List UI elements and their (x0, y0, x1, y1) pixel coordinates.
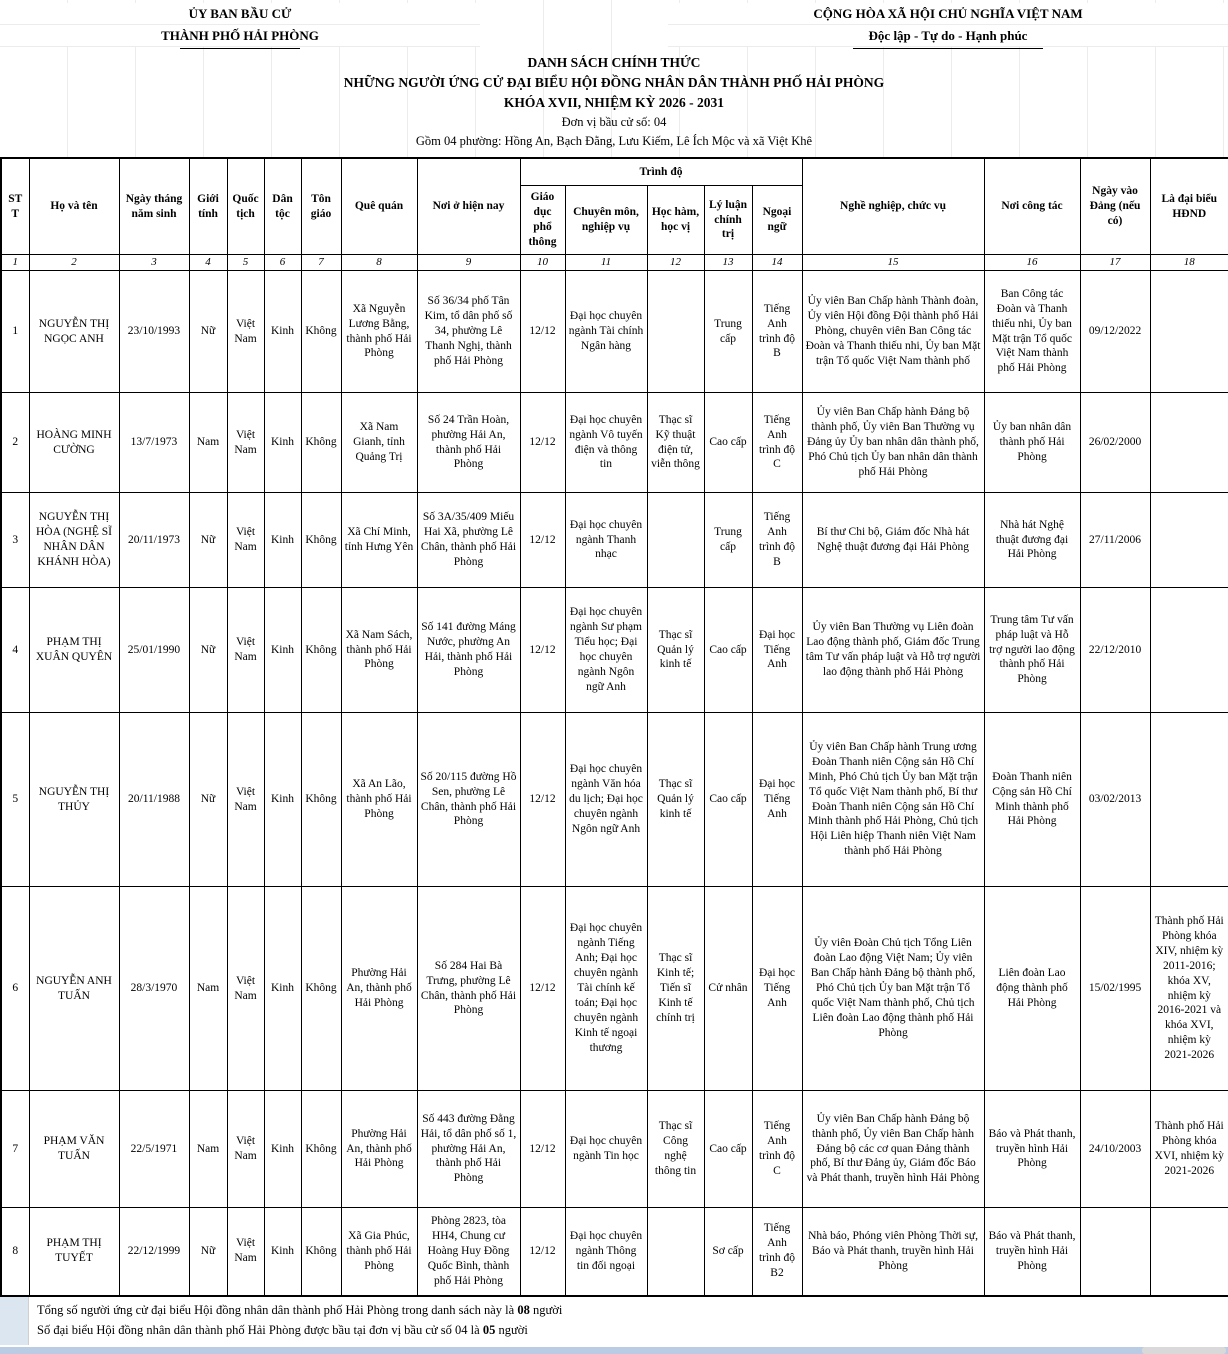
table-cell: 13/7/1973 (119, 393, 189, 493)
col-header-stt: STT (1, 158, 29, 255)
table-cell: 27/11/2006 (1080, 493, 1150, 588)
table-cell: Phường Hải An, thành phố Hải Phòng (341, 887, 417, 1091)
col-header-gioi-tinh: Giới tính (189, 158, 227, 255)
table-cell: Việt Nam (227, 713, 264, 887)
table-cell (1150, 393, 1228, 493)
table-cell: Kinh (264, 493, 301, 588)
table-cell: Ủy viên Ban Chấp hành Đảng bộ thành phố, Ủy viên Ban Thường vụ Đảng ủy Ủy ban nhân dân thành phố, Phó Chủ tịch Ủy ban nhân dân thành phố Hải Phòng (802, 393, 984, 493)
table-cell: Đại học chuyên ngành Thanh nhạc (565, 493, 647, 588)
table-cell: Kinh (264, 588, 301, 713)
table-cell: NGUYỄN ANH TUẤN (29, 887, 119, 1091)
table-cell: 12/12 (520, 713, 565, 887)
table-cell: Việt Nam (227, 393, 264, 493)
document-header-area (0, 0, 1228, 157)
table-cell: Đại học chuyên ngành Tài chính Ngân hàng (565, 271, 647, 393)
col-number: 17 (1080, 255, 1150, 271)
table-cell: Nữ (189, 588, 227, 713)
national-header-block (668, 0, 1228, 49)
header-row-group (1, 158, 1228, 186)
table-cell: Số 24 Trần Hoàn, phường Hải An, thành phố Hải Phòng (417, 393, 520, 493)
summary-line2-count: 05 (482, 1322, 496, 1337)
table-cell: Ủy viên Ban Chấp hành Thành đoàn, Ủy viên Hội đồng Đội thành phố Hải Phòng, chuyên viên Ban Công tác Đoàn và Thanh thiếu nhi, Ủy ban Mặt trận Tổ quốc Việt Nam thành phố (802, 271, 984, 393)
table-cell: Cao cấp (704, 1091, 752, 1208)
col-number: 13 (704, 255, 752, 271)
table-cell: Không (301, 713, 341, 887)
col-header-ho-va-ten: Họ và tên (29, 158, 119, 255)
table-row (1, 887, 1228, 1091)
col-header-dai-bieu-hdnd: Là đại biểu HĐND (1150, 158, 1228, 255)
table-cell: Nữ (189, 271, 227, 393)
table-cell: 6 (1, 887, 29, 1091)
summary-lines (29, 1297, 1228, 1345)
table-cell (1150, 1208, 1228, 1296)
table-cell: 22/12/1999 (119, 1208, 189, 1296)
table-cell: Xã An Lão, thành phố Hải Phòng (341, 713, 417, 887)
table-cell: 12/12 (520, 887, 565, 1091)
table-cell: Đại học chuyên ngành Thông tin đối ngoại (565, 1208, 647, 1296)
table-cell: Không (301, 588, 341, 713)
table-cell: 4 (1, 588, 29, 713)
table-cell: Ủy ban nhân dân thành phố Hải Phòng (984, 393, 1080, 493)
issuing-authority-city: THÀNH PHỐ HẢI PHÒNG (0, 25, 480, 47)
table-cell: Báo và Phát thanh, truyền hình Hải Phòng (984, 1091, 1080, 1208)
table-cell: Kinh (264, 1208, 301, 1296)
table-cell: 20/11/1988 (119, 713, 189, 887)
table-cell: Không (301, 493, 341, 588)
summary-line-total-candidates (37, 1300, 1222, 1320)
table-cell: 26/02/2000 (1080, 393, 1150, 493)
col-header-que-quan: Quê quán (341, 158, 417, 255)
table-cell: Việt Nam (227, 588, 264, 713)
table-cell: Thạc sĩ Quản lý kinh tế (647, 588, 704, 713)
title-line-3: KHÓA XVII, NHIỆM KỲ 2026 - 2031 (503, 95, 725, 110)
col-header-giao-duc: Giáo dục phổ thông (520, 186, 565, 255)
table-cell: NGUYỄN THỊ HÒA (NGHỆ SĨ NHÂN DÂN KHÁNH HÒA) (29, 493, 119, 588)
table-cell: Nữ (189, 1208, 227, 1296)
election-unit-line: Đơn vị bầu cử số: 04 (561, 115, 667, 129)
table-cell: 25/01/1990 (119, 588, 189, 713)
col-number: 12 (647, 255, 704, 271)
letterhead-underline-left (180, 48, 300, 49)
table-row (1, 713, 1228, 887)
table-cell: Số 3A/35/409 Miếu Hai Xã, phường Lê Chân, thành phố Hải Phòng (417, 493, 520, 588)
table-cell (647, 271, 704, 393)
table-cell: Đại học Tiếng Anh (752, 588, 802, 713)
table-cell: Đại học chuyên ngành Tin học (565, 1091, 647, 1208)
table-cell: Ủy viên Ban Chấp hành Trung ương Đoàn Thanh niên Cộng sản Hồ Chí Minh, Phó Chủ tịch Ủy ban Mặt trận Tổ quốc Việt Nam thành phố, Bí thư Đoàn Thanh niên Cộng sản Hồ Chí Minh thành phố Hải Phòng, Chủ tịch Hội Liên hiệp Thanh niên Việt Nam thành phố Hải Phòng (802, 713, 984, 887)
table-cell: 5 (1, 713, 29, 887)
table-cell: Thành phố Hải Phòng khóa XVI, nhiệm kỳ 2021-2026 (1150, 1091, 1228, 1208)
table-cell: Xã Chí Minh, tỉnh Hưng Yên (341, 493, 417, 588)
col-number: 16 (984, 255, 1080, 271)
table-cell: Tiếng Anh trình độ B (752, 271, 802, 393)
col-header-quoc-tich: Quốc tịch (227, 158, 264, 255)
table-cell: Xã Nguyễn Lương Bằng, thành phố Hải Phòng (341, 271, 417, 393)
col-number: 18 (1150, 255, 1228, 271)
bottom-scrollbar-strip[interactable] (0, 1347, 1228, 1354)
table-cell: 12/12 (520, 271, 565, 393)
document-title-block (0, 49, 1228, 157)
col-number: 6 (264, 255, 301, 271)
table-cell: Xã Gia Phúc, thành phố Hải Phòng (341, 1208, 417, 1296)
table-cell: 8 (1, 1208, 29, 1296)
candidate-rows (1, 271, 1228, 1296)
col-number: 10 (520, 255, 565, 271)
col-header-nghe-nghiep: Nghề nghiệp, chức vụ (802, 158, 984, 255)
table-cell: Kinh (264, 887, 301, 1091)
col-header-chuyen-mon: Chuyên môn, nghiệp vụ (565, 186, 647, 255)
table-cell: Ủy viên Ban Thường vụ Liên đoàn Lao động thành phố, Giám đốc Trung tâm Tư vấn pháp luật và Hỗ trợ người lao động thành phố Hải Phòng (802, 588, 984, 713)
table-cell: 2 (1, 393, 29, 493)
table-cell: Việt Nam (227, 1091, 264, 1208)
table-cell (647, 1208, 704, 1296)
table-cell: Kinh (264, 393, 301, 493)
table-cell (1080, 1208, 1150, 1296)
summary-block (0, 1297, 1228, 1345)
table-cell: Ủy viên Ban Chấp hành Đảng bộ thành phố, Ủy viên Ban Chấp hành Đảng bộ các cơ quan Đảng thành phố, Bí thư Đảng ủy, Giám đốc Báo và Phát thanh, truyền hình Hải Phòng (802, 1091, 984, 1208)
table-row (1, 393, 1228, 493)
col-number: 2 (29, 255, 119, 271)
summary-line1-text: Tổng số người ứng cử đại biểu Hội đồng nhân dân thành phố Hải Phòng trong danh sách này là (37, 1302, 518, 1317)
table-cell: Tiếng Anh trình độ B (752, 493, 802, 588)
table-cell: Nhà hát Nghệ thuật đương đại Hải Phòng (984, 493, 1080, 588)
table-cell (1150, 271, 1228, 393)
table-cell: Phòng 2823, tòa HH4, Chung cư Hoàng Huy Đồng Quốc Bình, thành phố Hải Phòng (417, 1208, 520, 1296)
table-cell: Việt Nam (227, 271, 264, 393)
table-cell: Thạc sĩ Kinh tế; Tiến sĩ Kinh tế chính trị (647, 887, 704, 1091)
table-cell: Liên đoàn Lao động thành phố Hải Phòng (984, 887, 1080, 1091)
table-cell: Đại học chuyên ngành Sư phạm Tiểu học; Đại học chuyên ngành Ngôn ngữ Anh (565, 588, 647, 713)
col-header-dan-toc: Dân tộc (264, 158, 301, 255)
table-cell: HOÀNG MINH CƯỜNG (29, 393, 119, 493)
table-cell: Thạc sĩ Quản lý kinh tế (647, 713, 704, 887)
letterhead-underline-right (853, 48, 1043, 49)
summary-line2-suffix: người (495, 1322, 528, 1337)
table-cell: Bí thư Chi bộ, Giám đốc Nhà hát Nghệ thuật đương đại Hải Phòng (802, 493, 984, 588)
table-cell: 1 (1, 271, 29, 393)
col-header-ngay-vao-dang: Ngày vào Đảng (nếu có) (1080, 158, 1150, 255)
col-number: 3 (119, 255, 189, 271)
col-header-noi-cong-tac: Nơi công tác (984, 158, 1080, 255)
table-cell: 22/5/1971 (119, 1091, 189, 1208)
col-header-ngay-sinh: Ngày tháng năm sinh (119, 158, 189, 255)
table-cell: Xã Nam Gianh, tỉnh Quảng Trị (341, 393, 417, 493)
table-cell: 28/3/1970 (119, 887, 189, 1091)
table-cell: Không (301, 887, 341, 1091)
table-cell: Tiếng Anh trình độ B2 (752, 1208, 802, 1296)
table-cell: Việt Nam (227, 493, 264, 588)
table-cell: PHẠM VĂN TUẤN (29, 1091, 119, 1208)
table-cell: Cao cấp (704, 588, 752, 713)
col-number: 7 (301, 255, 341, 271)
summary-line2-text: Số đại biểu Hội đồng nhân dân thành phố Hải Phòng được bầu tại đơn vị bầu cử số 04 là (37, 1322, 483, 1337)
table-row (1, 1091, 1228, 1208)
national-title: CỘNG HÒA XÃ HỘI CHỦ NGHĨA VIỆT NAM (668, 3, 1228, 25)
table-cell: Đại học chuyên ngành Vô tuyến điện và thông tin (565, 393, 647, 493)
summary-line1-suffix: người (529, 1302, 563, 1317)
col-header-noi-o: Nơi ở hiện nay (417, 158, 520, 255)
col-header-ly-luan: Lý luận chính trị (704, 186, 752, 255)
table-cell: Không (301, 393, 341, 493)
col-number: 1 (1, 255, 29, 271)
table-cell: NGUYỄN THỊ NGỌC ANH (29, 271, 119, 393)
table-cell: Cử nhân (704, 887, 752, 1091)
table-cell: PHẠM THỊ TUYẾT (29, 1208, 119, 1296)
table-cell: 24/10/2003 (1080, 1091, 1150, 1208)
table-cell: Thạc sĩ Kỹ thuật điện tử, viễn thông (647, 393, 704, 493)
title-line-1: DANH SÁCH CHÍNH THỨC (527, 55, 701, 70)
table-cell: Thạc sĩ Công nghệ thông tin (647, 1091, 704, 1208)
table-cell: Không (301, 1208, 341, 1296)
table-cell: Nam (189, 887, 227, 1091)
table-cell: 12/12 (520, 1091, 565, 1208)
scrollbar-thumb[interactable] (1142, 1347, 1226, 1354)
table-row (1, 1208, 1228, 1296)
table-cell: 20/11/1973 (119, 493, 189, 588)
table-cell: 12/12 (520, 588, 565, 713)
table-cell: Phường Hải An, thành phố Hải Phòng (341, 1091, 417, 1208)
col-number: 9 (417, 255, 520, 271)
candidates-table (0, 157, 1228, 1297)
letterhead (0, 0, 1228, 49)
table-cell: 12/12 (520, 393, 565, 493)
wards-line: Gồm 04 phường: Hồng An, Bạch Đằng, Lưu Kiếm, Lê Ích Mộc và xã Việt Khê (415, 134, 813, 148)
table-cell (1150, 493, 1228, 588)
col-header-ton-giao: Tôn giáo (301, 158, 341, 255)
table-cell: 23/10/1993 (119, 271, 189, 393)
table-cell: 15/02/1995 (1080, 887, 1150, 1091)
table-cell: Đại học chuyên ngành Tiếng Anh; Đại học chuyên ngành Tài chính kế toán; Đại học chuyên ngành Kinh tế ngoại thương (565, 887, 647, 1091)
title-line-2: NHỮNG NGƯỜI ỨNG CỬ ĐẠI BIỂU HỘI ĐỒNG NHÂN DÂN THÀNH PHỐ HẢI PHÒNG (343, 75, 885, 90)
table-cell: Xã Nam Sách, thành phố Hải Phòng (341, 588, 417, 713)
table-cell: Số 443 đường Đằng Hải, tổ dân phố số 1, phường Hải An, thành phố Hải Phòng (417, 1091, 520, 1208)
table-row (1, 588, 1228, 713)
table-cell: 3 (1, 493, 29, 588)
table-cell: 12/12 (520, 493, 565, 588)
col-number: 15 (802, 255, 984, 271)
issuing-authority-name: ỦY BAN BẦU CỬ (0, 3, 480, 25)
table-cell: PHẠM THỊ XUÂN QUYÊN (29, 588, 119, 713)
table-cell: Số 20/115 đường Hồ Sen, phường Lê Chân, thành phố Hải Phòng (417, 713, 520, 887)
table-cell: Số 141 đường Máng Nước, phường An Hải, thành phố Hải Phòng (417, 588, 520, 713)
table-cell: Cao cấp (704, 713, 752, 887)
table-cell: Sơ cấp (704, 1208, 752, 1296)
table-cell: Trung cấp (704, 271, 752, 393)
table-cell: Kinh (264, 1091, 301, 1208)
table-cell: Đại học Tiếng Anh (752, 887, 802, 1091)
table-cell: Đại học Tiếng Anh (752, 713, 802, 887)
table-cell: Báo và Phát thanh, truyền hình Hải Phòng (984, 1208, 1080, 1296)
table-cell: Nữ (189, 713, 227, 887)
table-cell: Trung cấp (704, 493, 752, 588)
table-cell (1150, 713, 1228, 887)
table-cell: Đoàn Thanh niên Cộng sản Hồ Chí Minh thành phố Hải Phòng (984, 713, 1080, 887)
table-cell: Tiếng Anh trình độ C (752, 1091, 802, 1208)
col-number: 5 (227, 255, 264, 271)
table-cell (647, 493, 704, 588)
table-cell: 22/12/2010 (1080, 588, 1150, 713)
table-header (1, 158, 1228, 271)
table-cell: Nhà báo, Phóng viên Phòng Thời sự, Báo và Phát thanh, truyền hình Hải Phòng (802, 1208, 984, 1296)
col-number: 11 (565, 255, 647, 271)
col-number: 8 (341, 255, 417, 271)
summary-line-seats (37, 1320, 1222, 1340)
table-cell: Số 36/34 phố Tân Kim, tổ dân phố số 34, phường Lê Thanh Nghị, thành phố Hải Phòng (417, 271, 520, 393)
table-cell: Nam (189, 1091, 227, 1208)
col-number: 4 (189, 255, 227, 271)
table-cell: 7 (1, 1091, 29, 1208)
table-cell: Không (301, 271, 341, 393)
table-cell: Nữ (189, 493, 227, 588)
national-motto: Độc lập - Tự do - Hạnh phúc (668, 25, 1228, 47)
table-cell: Nam (189, 393, 227, 493)
table-cell: 12/12 (520, 1208, 565, 1296)
table-cell: Số 284 Hai Bà Trưng, phường Lê Chân, thành phố Hải Phòng (417, 887, 520, 1091)
summary-line1-count: 08 (517, 1302, 530, 1317)
table-row (1, 271, 1228, 393)
table-cell: 03/02/2013 (1080, 713, 1150, 887)
table-cell: Việt Nam (227, 887, 264, 1091)
table-cell: Cao cấp (704, 393, 752, 493)
table-cell: NGUYỄN THỊ THỦY (29, 713, 119, 887)
issuing-authority-block (0, 0, 480, 49)
table-cell: Không (301, 1091, 341, 1208)
table-cell: Ban Công tác Đoàn và Thanh thiếu nhi, Ủy ban Mặt trận Tổ quốc Việt Nam thành phố Hải Phòng (984, 271, 1080, 393)
table-cell: Ủy viên Đoàn Chủ tịch Tổng Liên đoàn Lao động Việt Nam; Ủy viên Ban Chấp hành Đảng bộ thành phố, Phó Chủ tịch Ủy ban Mặt trận Tổ quốc Việt Nam thành phố, Chủ tịch Liên đoàn Lao động thành phố Hải Phòng (802, 887, 984, 1091)
col-number: 14 (752, 255, 802, 271)
col-header-ngoai-ngu: Ngoại ngữ (752, 186, 802, 255)
sheet-gutter-cell (0, 1297, 29, 1345)
table-cell (1150, 588, 1228, 713)
table-cell: Kinh (264, 271, 301, 393)
table-cell: Việt Nam (227, 1208, 264, 1296)
table-cell: Tiếng Anh trình độ C (752, 393, 802, 493)
col-header-trinh-do-group: Trình độ (520, 158, 802, 186)
table-cell: Trung tâm Tư vấn pháp luật và Hỗ trợ người lao động thành phố Hải Phòng (984, 588, 1080, 713)
table-row (1, 493, 1228, 588)
col-header-hoc-ham: Học hàm, học vị (647, 186, 704, 255)
table-cell: Đại học chuyên ngành Văn hóa du lịch; Đại học chuyên ngành Ngôn ngữ Anh (565, 713, 647, 887)
table-cell: Thành phố Hải Phòng khóa XIV, nhiệm kỳ 2011-2016; khóa XV, nhiệm kỳ 2016-2021 và khóa XVI, nhiệm kỳ 2021-2026 (1150, 887, 1228, 1091)
table-cell: Kinh (264, 713, 301, 887)
table-cell: 09/12/2022 (1080, 271, 1150, 393)
header-row-numbers (1, 255, 1228, 271)
